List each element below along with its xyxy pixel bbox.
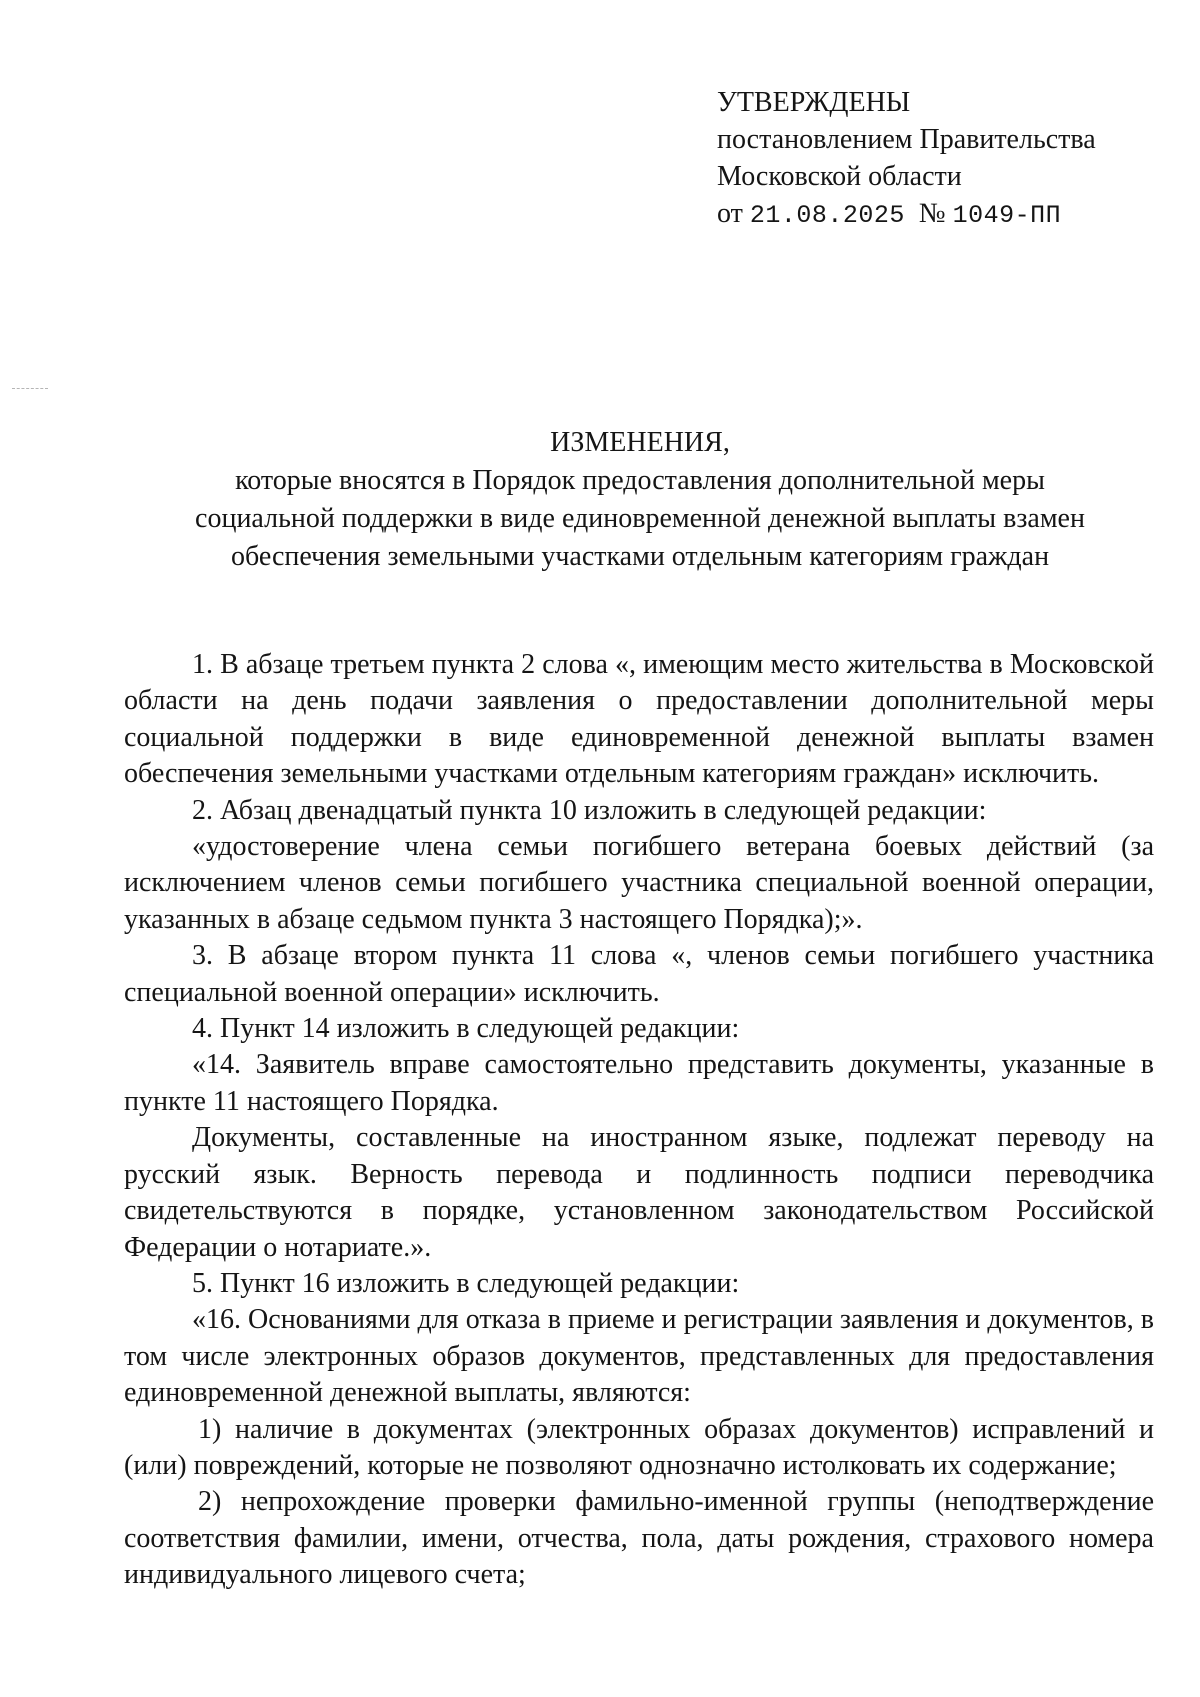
document-subtitle-line-1: которые вносятся в Порядок предоставления дополнительной меры — [235, 465, 1045, 496]
paragraph-10: 1) наличие в документах (электронных образах документов) исправлений и (или) повреждений, которые не позволяют однозначно истолковать их содержание; — [124, 1413, 1154, 1481]
paragraph-9: «16. Основаниями для отказа в приеме и регистрации заявления и документов, в том числе электронных образов документов, представленных для предоставления единовременной денежной выплаты, являются: — [124, 1304, 1154, 1409]
paragraph-2: 2. Абзац двенадцатый пункта 10 изложить в следующей редакции: — [192, 794, 987, 826]
document-title: ИЗМЕНЕНИЯ, — [550, 427, 730, 458]
approval-line-1: постановлением Правительства — [717, 124, 1096, 155]
paragraph-7: Документы, составленные на иностранном языке, подлежат переводу на русский язык. Верность перевода и подлинность подписи переводчика свидетельствуются в порядке, установленном законодательством Российской Федерации о нотариате.». — [124, 1122, 1154, 1263]
paragraph-11: 2) непрохождение проверки фамильно-именной группы (неподтверждение соответствия фамилии, имени, отчества, пола, даты рождения, страхового номера индивидуального лицевого счета; — [124, 1486, 1154, 1591]
approval-number: 1049-ПП — [952, 201, 1062, 230]
document-subtitle-line-3: обеспечения земельными участками отдельным категориям граждан — [230, 541, 1050, 572]
approval-stamp — [717, 84, 1157, 234]
approval-line-2: Московской области — [717, 161, 962, 192]
paragraph-4: 3. В абзаце втором пункта 11 слова «, членов семьи погибшего участника специальной военной операции» исключить. — [124, 940, 1154, 1008]
scan-artifact-mark — [12, 388, 48, 389]
paragraph-1: 1. В абзаце третьем пункта 2 слова «, имеющим место жительства в Московской области на день подачи заявления о предоставлении дополнительной меры социальной поддержки в виде единовременной денежной выплаты взамен обеспечения земельными участками отдельным категориям граждан» исключить. — [124, 649, 1154, 790]
paragraph-6: «14. Заявитель вправе самостоятельно представить документы, указанные в пункте 11 настоящего Порядка. — [124, 1049, 1154, 1117]
approval-date-prefix: от — [717, 198, 743, 229]
paragraph-3: «удостоверение члена семьи погибшего ветерана боевых действий (за исключением членов семьи погибшего участника специальной военной операции, указанных в абзаце седьмом пункта 3 настоящего Порядка);». — [124, 831, 1154, 935]
document-body — [124, 647, 1154, 1594]
paragraph-8: 5. Пункт 16 изложить в следующей редакции: — [192, 1267, 740, 1299]
document-subtitle-line-2: социальной поддержки в виде единовременной денежной выплаты взамен — [195, 503, 1085, 534]
paragraph-5: 4. Пункт 14 изложить в следующей редакции: — [192, 1013, 740, 1045]
document-title-block — [120, 424, 1160, 576]
approval-date: 21.08.2025 — [749, 201, 905, 230]
approval-number-sign: № — [918, 198, 946, 229]
approval-date-line — [717, 195, 1157, 234]
approval-heading: УТВЕРЖДЕНЫ — [717, 87, 911, 118]
